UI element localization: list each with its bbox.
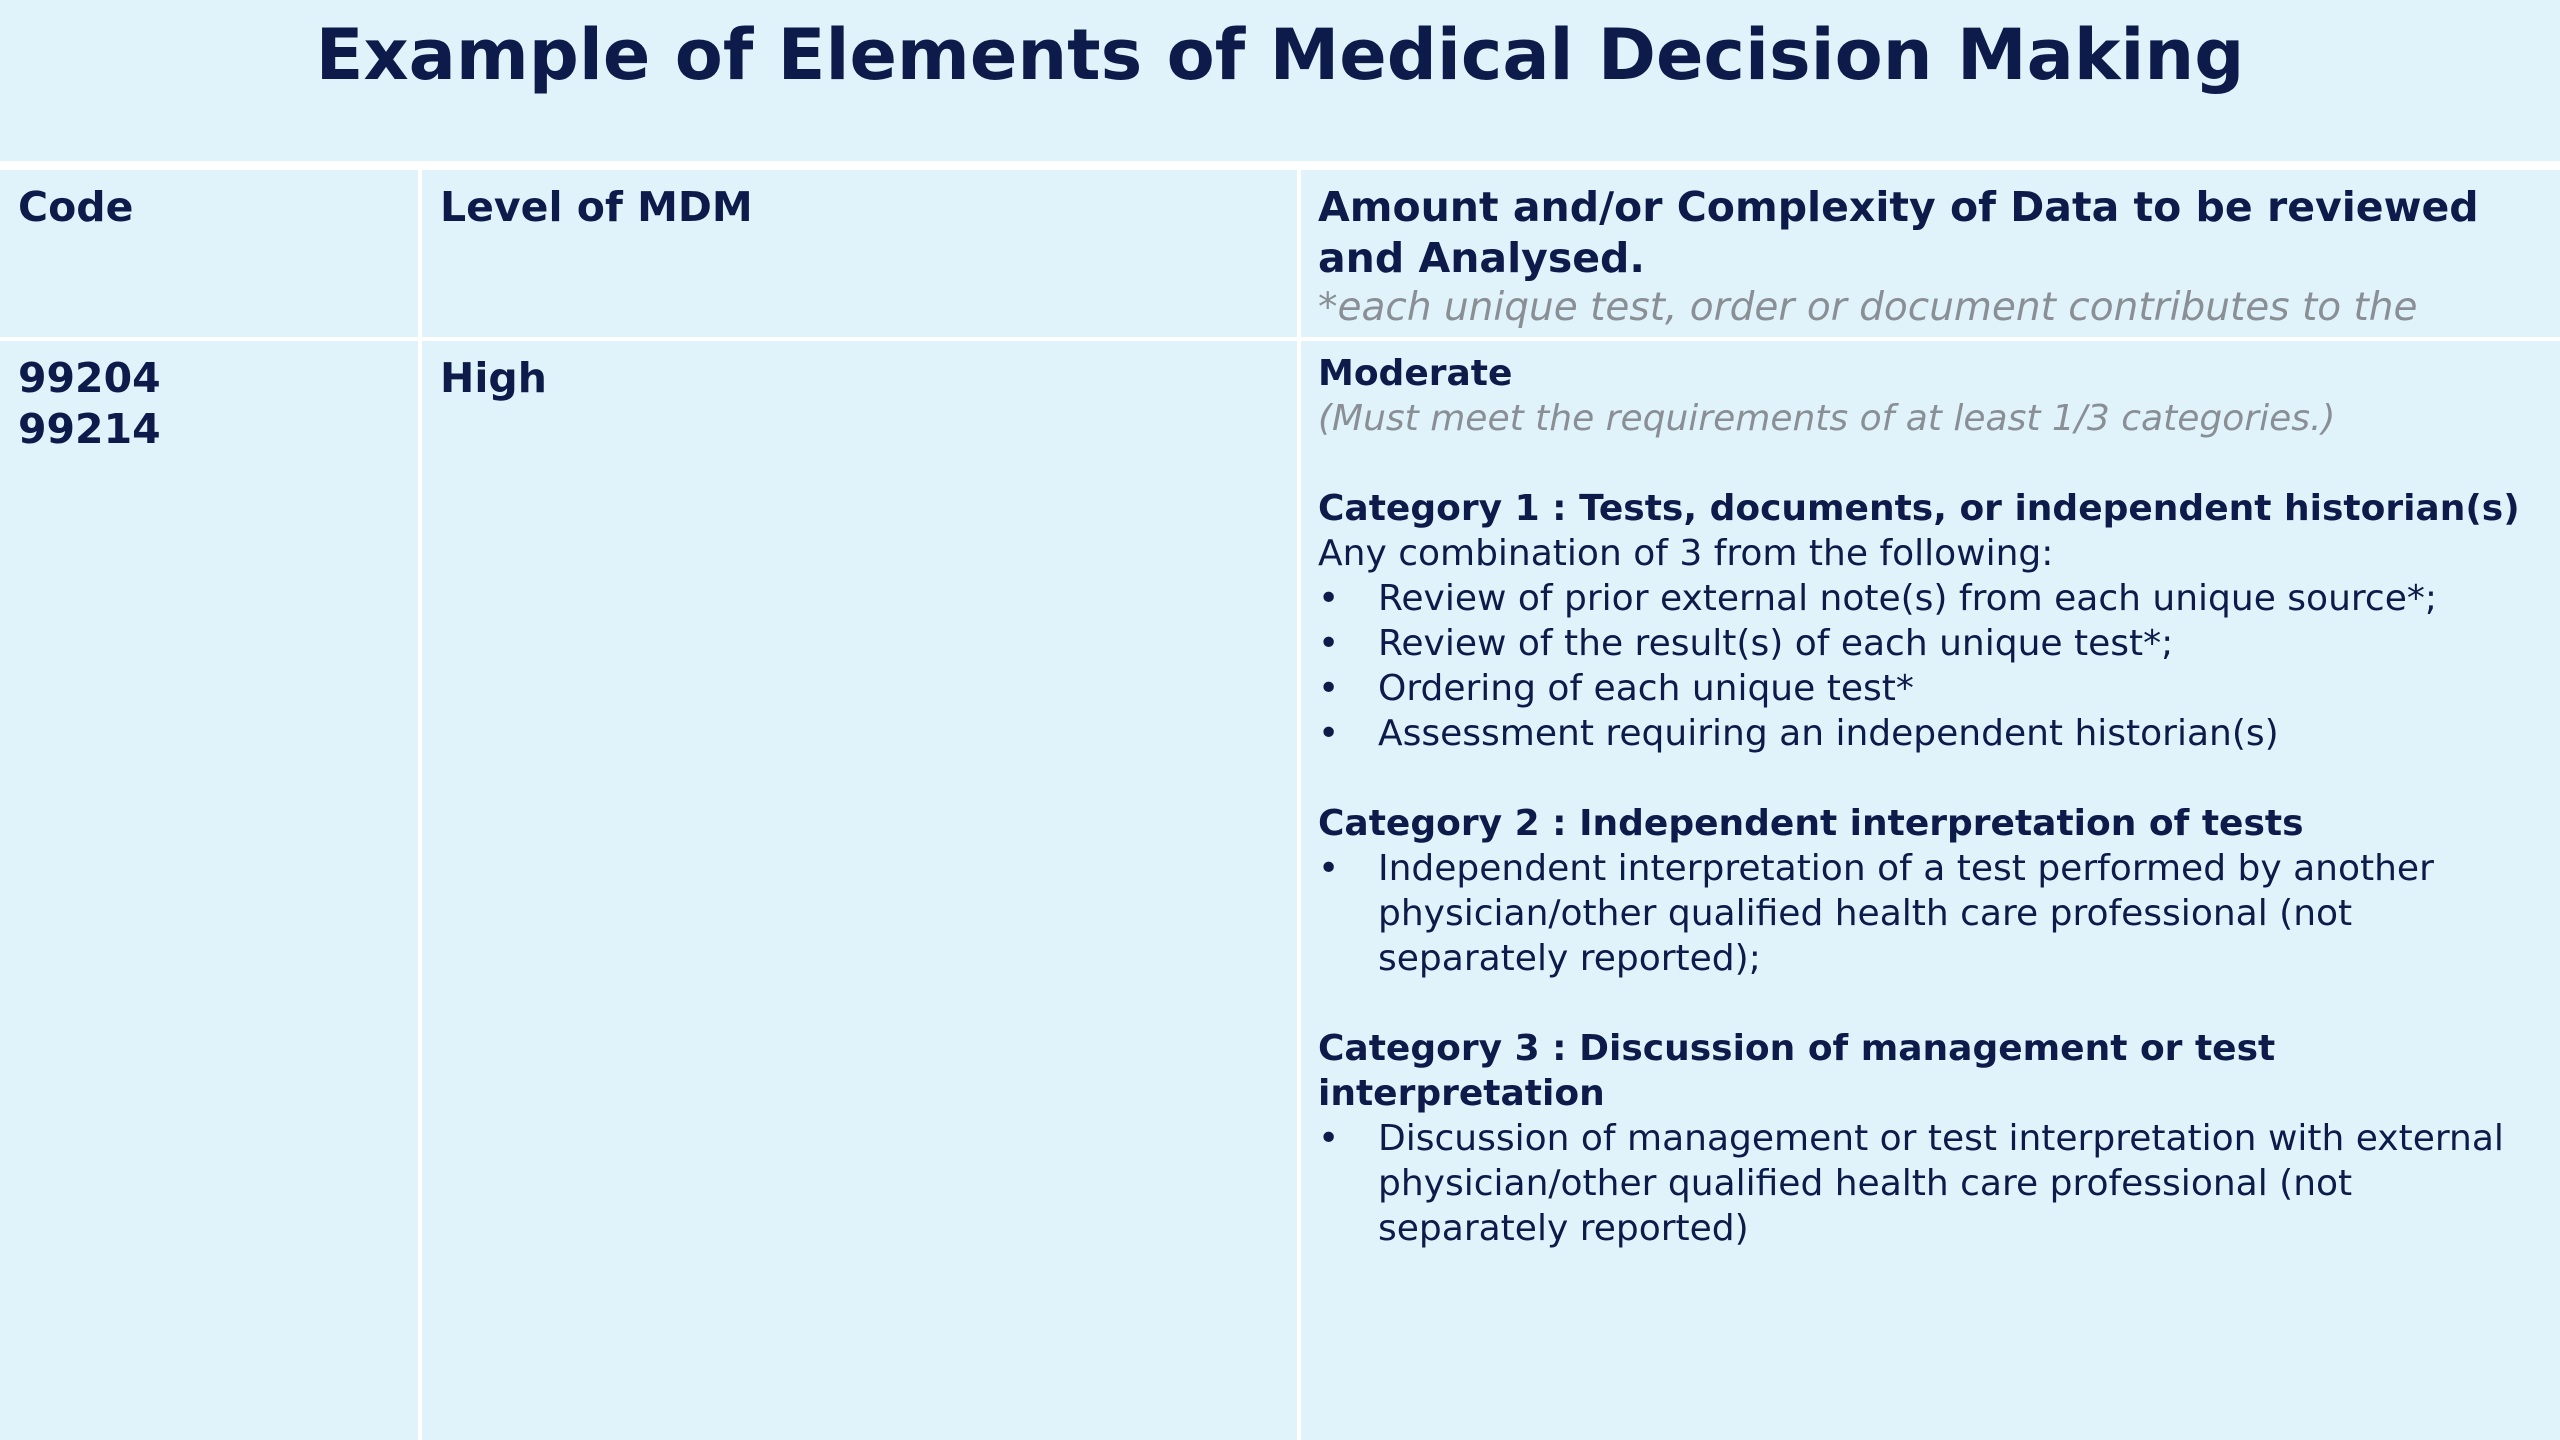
body-cell-code [0,341,418,1440]
bullet-item [1318,1116,2548,1251]
code-value: 99214 [18,405,161,453]
bullet-icon: • [1318,668,1340,709]
category-2-title: Category 2 : Independent interpretation of tests [1318,803,2304,844]
category-1-bullets [1318,576,2548,756]
bullet-item [1318,621,2548,666]
level-value: High [440,354,547,402]
category-1-title: Category 1 : Tests, documents, or independent historian(s) [1318,488,2520,529]
data-level: Moderate [1318,353,1513,394]
bullet-text: Discussion of management or test interpretation with external physician/other qualified health care professional (not separately reported) [1378,1118,2504,1249]
code-value: 99204 [18,354,161,402]
header-level: Level of MDM [440,183,753,231]
bullet-item [1318,846,2548,981]
bullet-text: Review of prior external note(s) from each unique source*; [1378,578,2437,619]
bullet-icon: • [1318,848,1340,889]
category-3-bullets [1318,1116,2548,1251]
bullet-icon: • [1318,623,1340,664]
bullet-item [1318,711,2548,756]
bullet-text: Independent interpretation of a test performed by another physician/other qualified health care professional (not separately reported); [1378,848,2434,979]
bullet-icon: • [1318,1118,1340,1159]
bullet-text: Ordering of each unique test* [1378,668,1914,709]
requirement-note: (Must meet the requirements of at least 1/3 categories.) [1318,398,2336,439]
spacer [1318,441,2548,486]
spacer [1318,756,2548,801]
category-1-intro: Any combination of 3 from the following: [1318,533,2054,574]
bullet-item [1318,576,2548,621]
bullet-text: Review of the result(s) of each unique test*; [1378,623,2174,664]
body-cell-level [422,341,1297,1440]
header-cell-level [422,170,1297,337]
bullet-text: Assessment requiring an independent historian(s) [1378,713,2279,754]
data-content [1318,351,2548,1251]
header-data: Amount and/or Complexity of Data to be reviewed and Analysed. [1318,183,2479,282]
bullet-item [1318,666,2548,711]
header-code: Code [18,183,134,231]
category-2-bullets [1318,846,2548,981]
bullet-icon: • [1318,578,1340,619]
bullet-icon: • [1318,713,1340,754]
code-list [18,353,161,455]
category-3-title: Category 3 : Discussion of management or test interpretation [1318,1028,2276,1114]
header-cell-data [1301,170,2560,337]
header-cell-code [0,170,418,337]
spacer [1318,981,2548,1026]
header-data-note: *each unique test, order or document contributes to the [1318,285,2418,330]
slide-title: Example of Elements of Medical Decision Making [315,14,2245,96]
title-band [0,0,2560,161]
body-cell-data [1301,341,2560,1440]
